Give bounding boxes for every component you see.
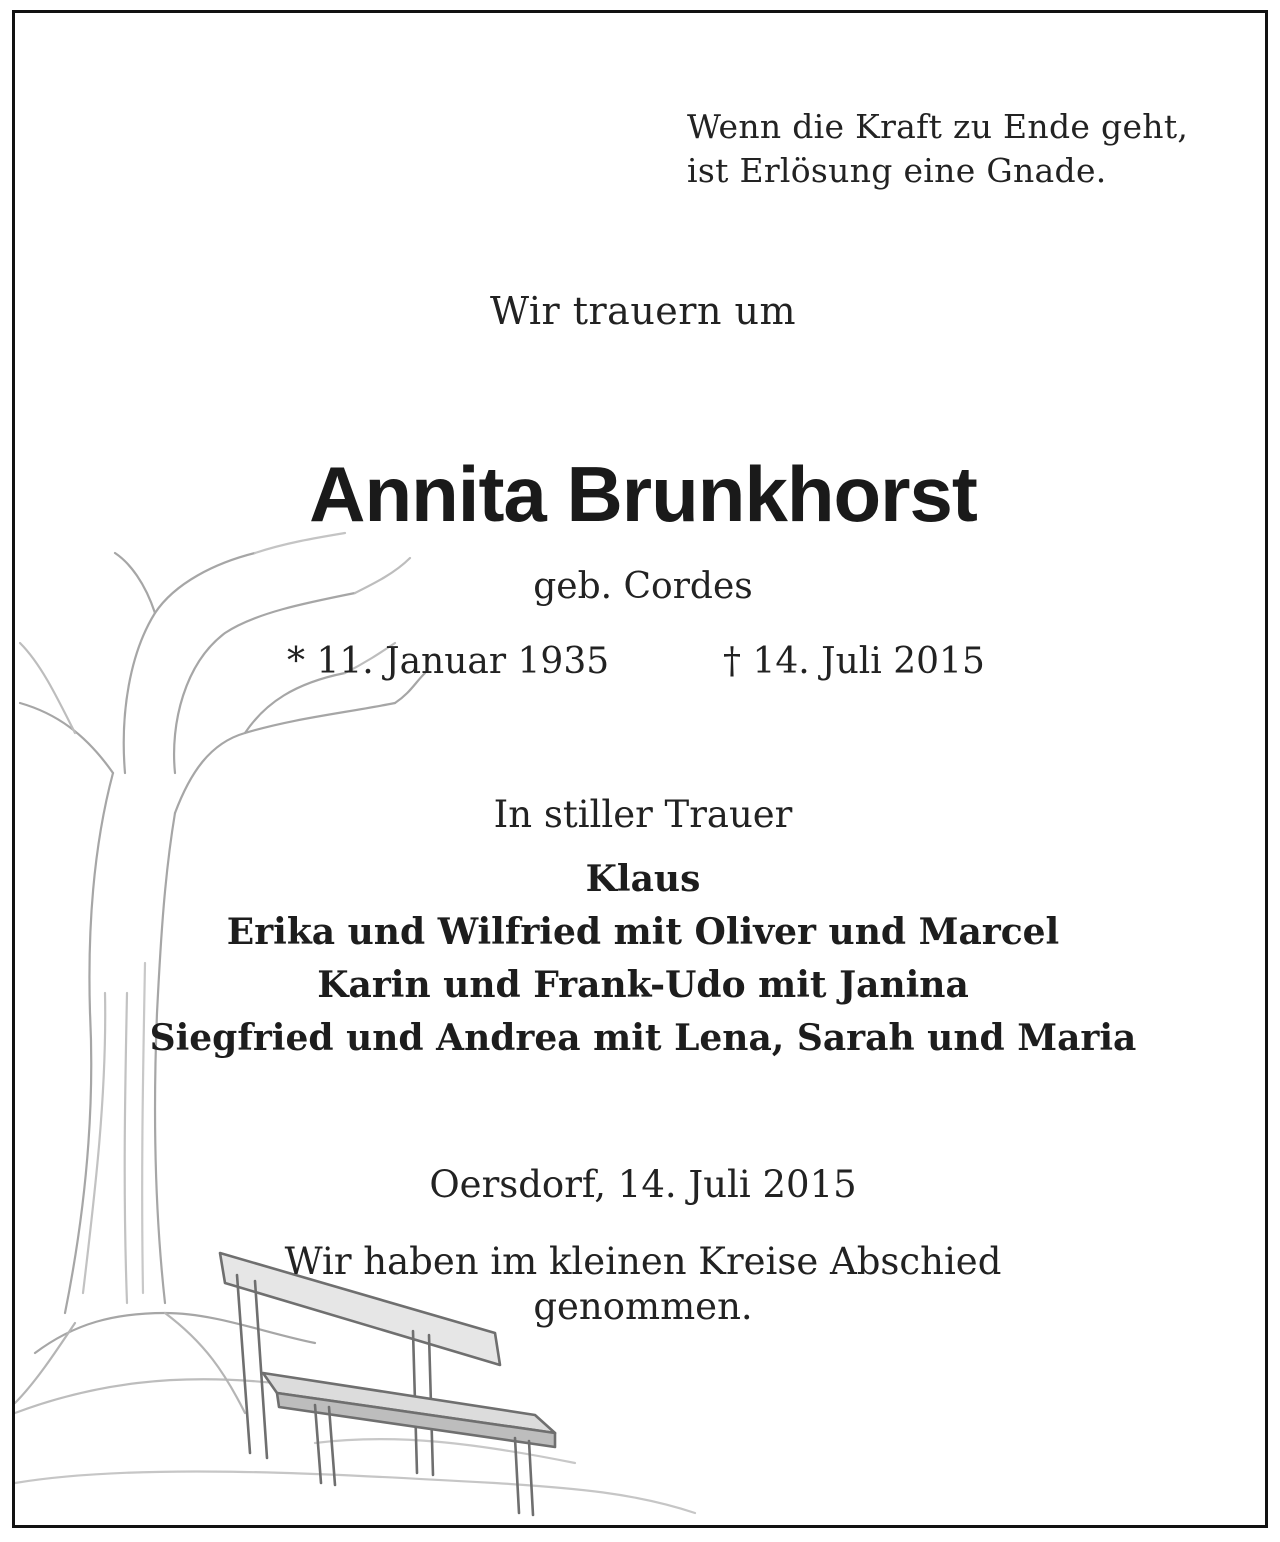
family-list xyxy=(15,853,1268,1065)
maiden-name: geb. Cordes xyxy=(533,566,753,607)
family-line: Klaus xyxy=(585,858,701,900)
motto-line: ist Erlösung eine Gnade. xyxy=(687,151,1107,190)
place-and-date: Oersdorf, 14. Juli 2015 xyxy=(429,1163,857,1206)
intro-text: Wir trauern um xyxy=(489,289,797,333)
obituary-notice xyxy=(12,10,1268,1528)
motto-quote xyxy=(687,105,1188,193)
farewell-note xyxy=(15,1239,1268,1329)
family-line: Karin und Frank-Udo mit Janina xyxy=(317,964,969,1006)
family-line: Erika und Wilfried mit Oliver und Marcel xyxy=(226,911,1060,953)
farewell-line: Wir haben im kleinen Kreise Abschied xyxy=(284,1240,1002,1283)
mourning-line: In stiller Trauer xyxy=(493,793,793,836)
family-line: Siegfried und Andrea mit Lena, Sarah und Maria xyxy=(149,1017,1137,1059)
motto-line: Wenn die Kraft zu Ende geht, xyxy=(687,107,1189,146)
deceased-name: Annita Brunkhorst xyxy=(309,450,977,538)
farewell-line: genommen. xyxy=(533,1285,753,1328)
birth-date: * 11. Januar 1935 xyxy=(287,641,610,682)
death-date: † 14. Juli 2015 xyxy=(723,641,985,682)
